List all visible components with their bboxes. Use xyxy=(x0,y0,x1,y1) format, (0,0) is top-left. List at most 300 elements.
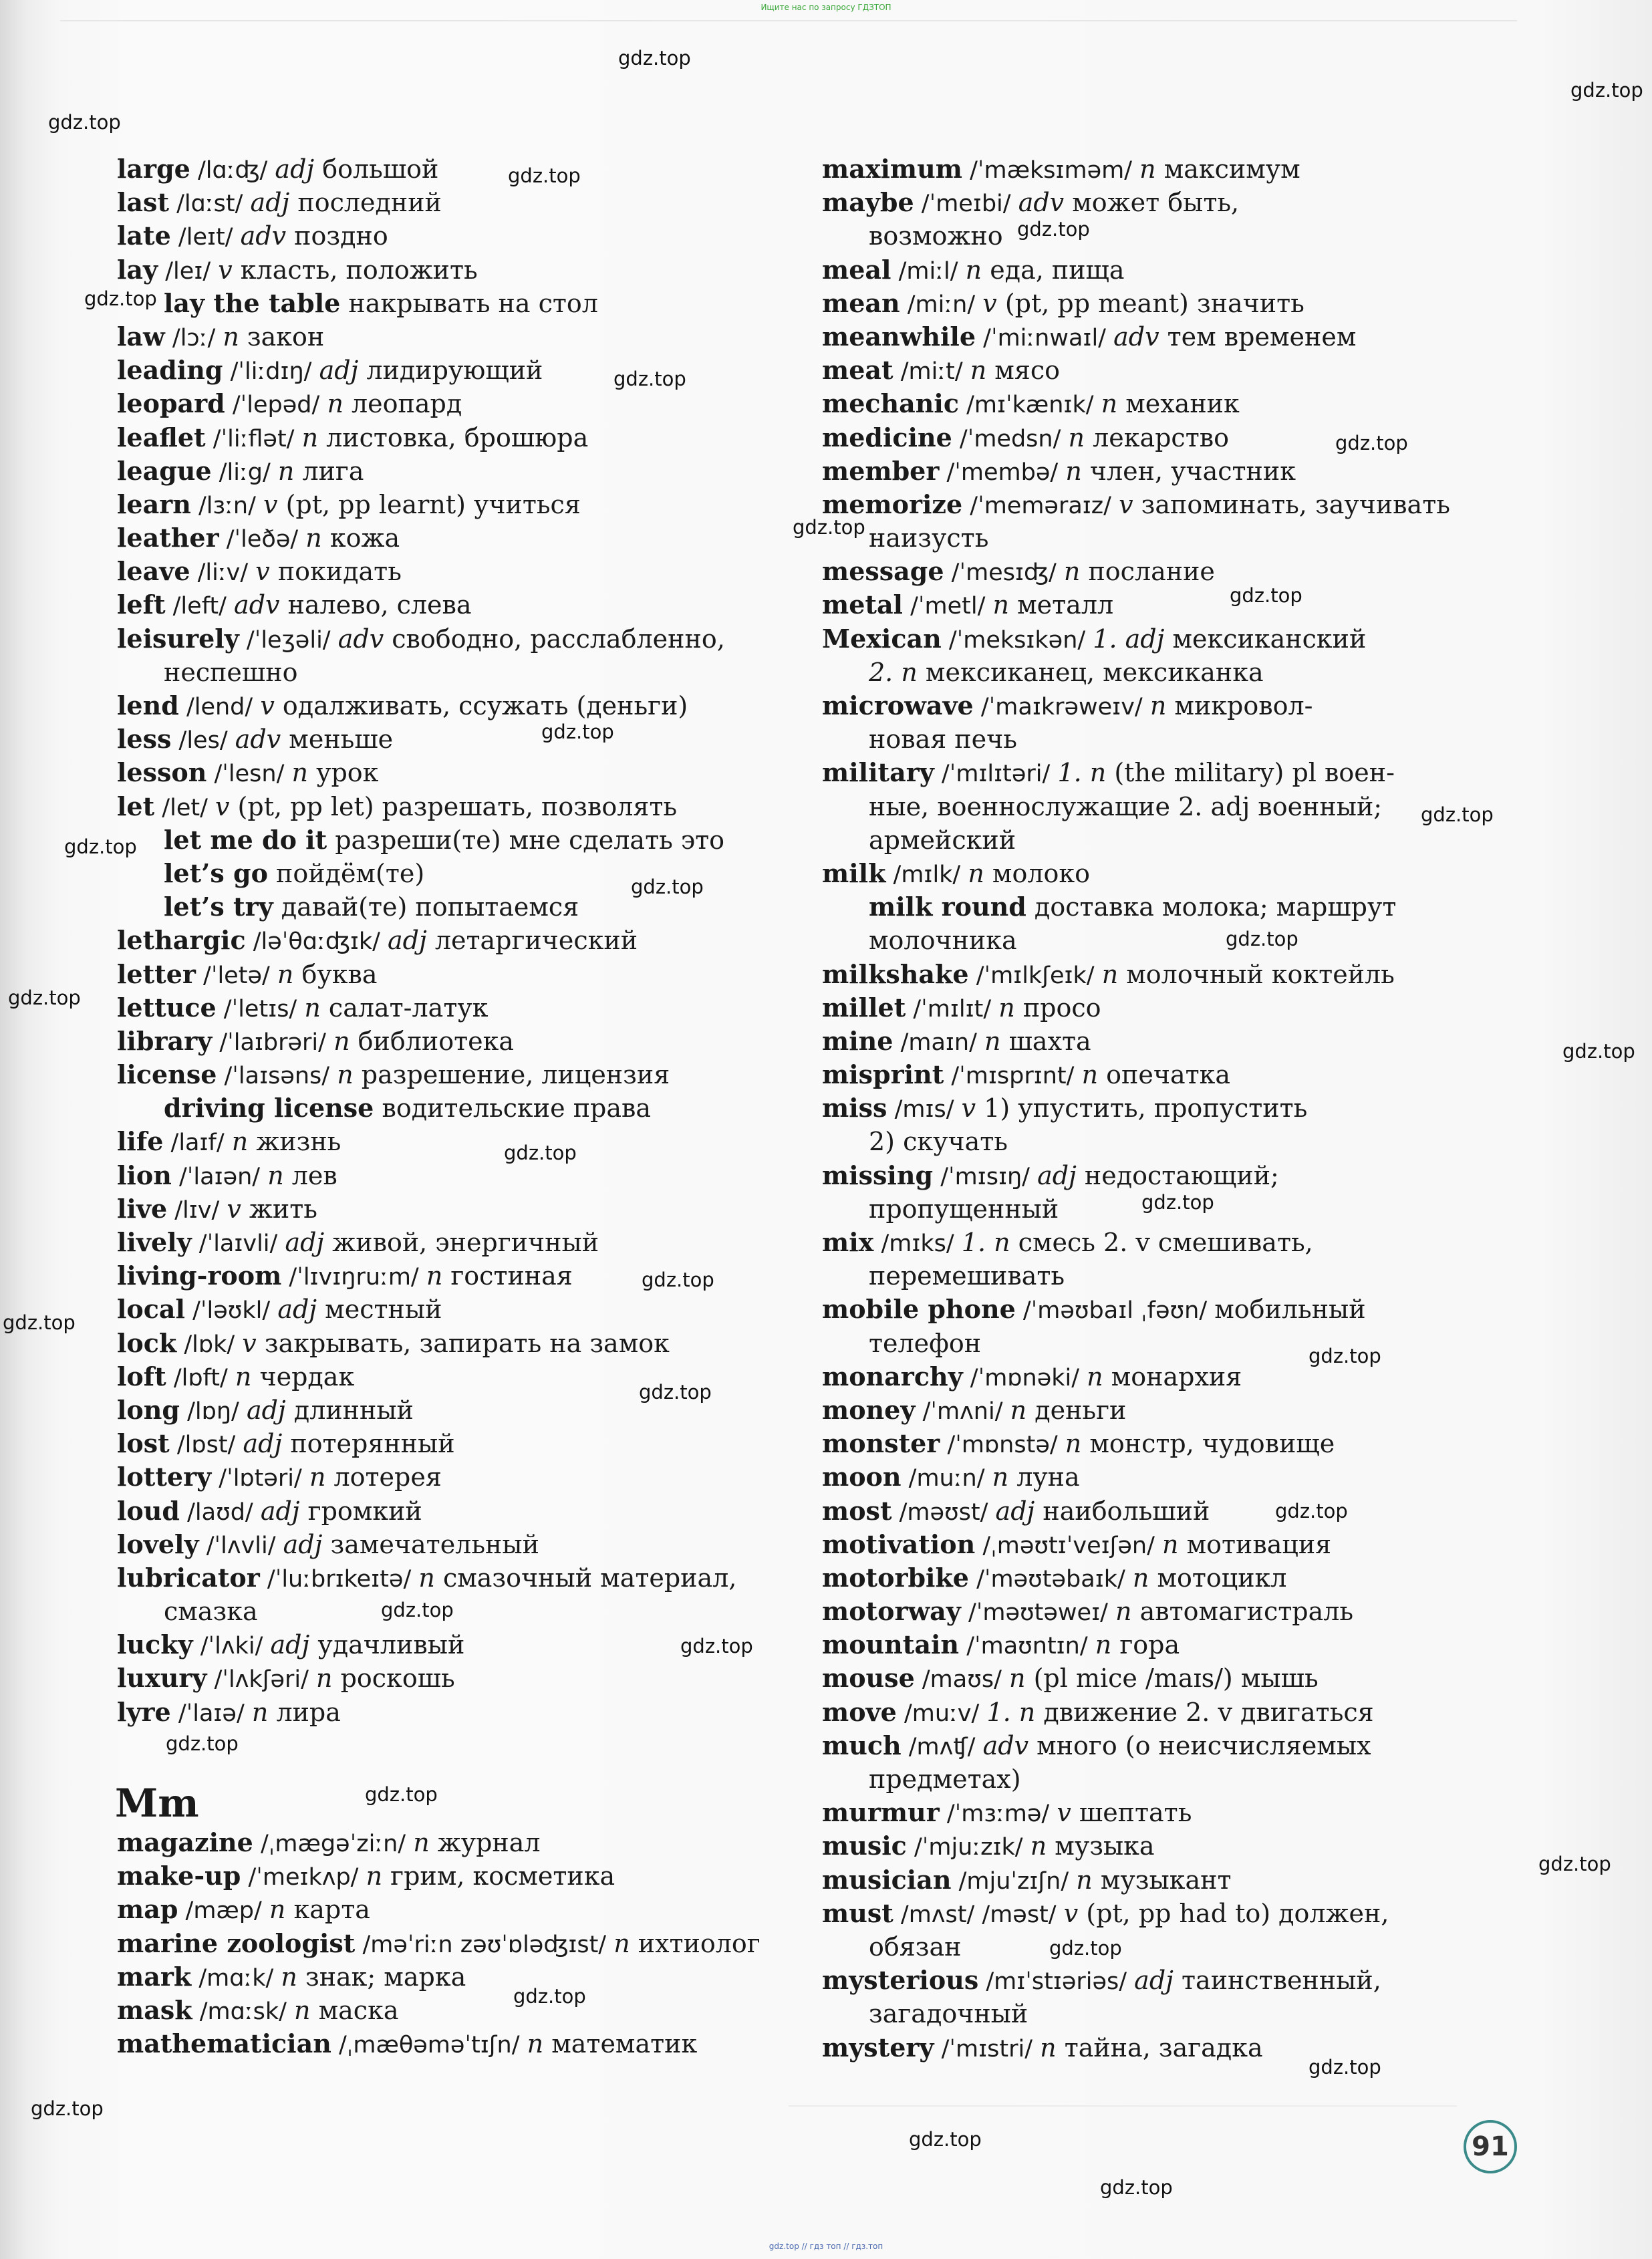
headword: lock xyxy=(117,1327,177,1358)
definition: (pt, pp had to) должен, xyxy=(1078,1898,1389,1928)
part-of-speech: v xyxy=(227,1194,241,1224)
dictionary-entry xyxy=(117,186,812,219)
dictionary-entry xyxy=(822,924,1517,957)
headword: millet xyxy=(822,992,906,1023)
headword: meat xyxy=(822,355,893,386)
definition: закон xyxy=(239,321,325,352)
part-of-speech: 1. adj xyxy=(1093,624,1165,654)
dictionary-entry xyxy=(822,387,1517,420)
part-of-speech: adj xyxy=(275,154,315,184)
part-of-speech: n xyxy=(613,1928,630,1958)
definition: обязан xyxy=(869,1932,962,1962)
transcription: /ˈlaɪvli/ xyxy=(191,1230,285,1257)
dictionary-entry xyxy=(117,2027,812,2061)
transcription: /mɪs/ xyxy=(887,1096,962,1123)
transcription: /lɪv/ xyxy=(167,1196,227,1224)
dictionary-entry xyxy=(117,1159,812,1192)
headword: musician xyxy=(822,1864,952,1895)
part-of-speech: n xyxy=(1010,1395,1027,1425)
part-of-speech: n xyxy=(426,1261,443,1291)
watermark: gdz.top xyxy=(3,1311,76,1334)
headword: maximum xyxy=(822,154,962,184)
part-of-speech: n xyxy=(267,1160,284,1190)
part-of-speech: n xyxy=(1009,1664,1026,1694)
headword: mysterious xyxy=(822,1965,979,1996)
dictionary-entry xyxy=(117,1662,812,1695)
dictionary-entry xyxy=(822,1528,1517,1561)
transcription: /ˈmembə/ xyxy=(939,458,1066,486)
dictionary-entry xyxy=(117,387,812,420)
headword: leading xyxy=(117,355,223,386)
dictionary-entry xyxy=(822,1930,1517,1964)
watermark: gdz.top xyxy=(1275,1500,1348,1522)
definition: молоко xyxy=(984,858,1091,888)
definition: леопард xyxy=(343,389,462,419)
part-of-speech: adj xyxy=(995,1496,1035,1526)
part-of-speech: adv xyxy=(240,221,287,251)
watermark: gdz.top xyxy=(365,1783,438,1806)
transcription: /lɒft/ xyxy=(166,1364,235,1391)
definition: луна xyxy=(1008,1462,1080,1492)
headword: let xyxy=(117,791,155,821)
definition: (pt, pp meant) значить xyxy=(996,288,1304,318)
dictionary-entry xyxy=(822,991,1517,1025)
watermark: gdz.top xyxy=(31,2097,104,2120)
headword: large xyxy=(117,154,190,184)
transcription: /maʊs/ xyxy=(914,1666,1009,1694)
transcription: /ˈluːbrɪkeɪtə/ xyxy=(259,1565,419,1593)
transcription: /ˈlʌkʃəri/ xyxy=(206,1666,317,1694)
headword: lubricator xyxy=(117,1562,260,1593)
headword: leather xyxy=(117,523,219,553)
definition: микровол- xyxy=(1166,691,1313,720)
dictionary-entry xyxy=(117,488,812,521)
transcription: /ˈlaɪə/ xyxy=(170,1700,252,1727)
transcription: /ˈmaʊntɪn/ xyxy=(959,1633,1095,1660)
dictionary-entry xyxy=(117,1927,812,1960)
definition: большой xyxy=(314,154,439,184)
part-of-speech: adj xyxy=(283,1529,323,1559)
definition: молочный коктейль xyxy=(1118,959,1395,989)
headword: miss xyxy=(822,1093,887,1123)
dictionary-entry xyxy=(117,219,812,253)
definition: одалживать, ссужать (деньги) xyxy=(274,691,688,720)
headword: lovely xyxy=(117,1529,199,1559)
definition: 1) упустить, пропустить xyxy=(976,1093,1308,1123)
part-of-speech: v xyxy=(242,1328,257,1358)
dictionary-entry xyxy=(117,1960,812,1994)
transcription: /ˈlɪvɪŋruːm/ xyxy=(281,1264,426,1291)
headword: lyre xyxy=(117,1696,171,1727)
part-of-speech: adj xyxy=(285,1228,325,1257)
definition: буква xyxy=(293,959,378,989)
part-of-speech: v xyxy=(215,791,230,821)
footer-note: gdz.top // гдз топ // гдз.топ xyxy=(769,2242,883,2251)
part-of-speech: n xyxy=(235,1361,252,1391)
dictionary-entry xyxy=(117,823,812,857)
part-of-speech: n xyxy=(1076,1865,1093,1895)
dictionary-entry xyxy=(117,1058,812,1091)
headword: memorize xyxy=(822,489,963,519)
part-of-speech: n xyxy=(992,590,1010,620)
part-of-speech: 1. n xyxy=(986,1697,1036,1727)
headword: mix xyxy=(822,1227,874,1257)
dictionary-entry xyxy=(117,1696,812,1729)
headword: monarchy xyxy=(822,1361,963,1391)
headword: misprint xyxy=(822,1059,944,1090)
headword: lucky xyxy=(117,1629,193,1660)
part-of-speech: n xyxy=(231,1127,249,1157)
part-of-speech: n xyxy=(1065,456,1082,486)
definition: молочника xyxy=(869,926,1017,956)
dictionary-entry xyxy=(822,421,1517,454)
part-of-speech: n xyxy=(984,1026,1001,1056)
definition: доставка молока; маршрут xyxy=(1026,892,1397,922)
part-of-speech: n xyxy=(527,2029,544,2059)
dictionary-entry xyxy=(822,1259,1517,1293)
transcription: /lɒk/ xyxy=(176,1331,243,1358)
definition: наизусть xyxy=(869,523,989,553)
transcription: /ˈmæksɪməm/ xyxy=(962,157,1140,184)
dictionary-entry xyxy=(822,857,1517,890)
definition: монстр, чудовище xyxy=(1081,1429,1335,1459)
bleed-through xyxy=(789,2105,1457,2167)
definition: роскошь xyxy=(332,1664,455,1694)
dictionary-entry xyxy=(117,890,812,924)
definition: лига xyxy=(294,456,364,486)
transcription: /ˈmeksɪkən/ xyxy=(941,626,1093,654)
watermark: gdz.top xyxy=(618,47,691,70)
definition: шептать xyxy=(1071,1798,1192,1828)
dictionary-entry xyxy=(117,354,812,387)
definition: меньше xyxy=(281,724,394,755)
definition: металл xyxy=(1009,590,1114,620)
headword: lay the table xyxy=(164,287,341,318)
part-of-speech: n xyxy=(1065,1429,1082,1459)
definition: летаргический xyxy=(426,926,638,956)
definition: пойдём(те) xyxy=(267,858,425,888)
part-of-speech: n xyxy=(316,1664,333,1694)
definition: ихтиолог xyxy=(630,1928,761,1958)
watermark: gdz.top xyxy=(166,1732,239,1755)
definition: автомагистраль xyxy=(1131,1597,1354,1627)
part-of-speech: n xyxy=(1149,691,1167,720)
dictionary-entry xyxy=(822,354,1517,387)
part-of-speech: v xyxy=(1119,489,1133,519)
watermark: gdz.top xyxy=(1230,584,1302,607)
dictionary-entry xyxy=(822,2031,1517,2065)
part-of-speech: adj xyxy=(250,188,290,218)
transcription: /lɒŋ/ xyxy=(179,1398,247,1425)
definition: еда, пища xyxy=(982,255,1125,285)
definition: мексиканский xyxy=(1164,624,1367,654)
dictionary-entry xyxy=(822,1025,1517,1058)
watermark: gdz.top xyxy=(513,1985,586,2008)
dictionary-entry xyxy=(822,1997,1517,2030)
headword: mark xyxy=(117,1961,192,1992)
headword: license xyxy=(117,1059,217,1090)
headword: lay xyxy=(117,254,158,285)
dictionary-entry xyxy=(117,1091,812,1125)
headword: motorbike xyxy=(822,1562,969,1593)
headword: milk round xyxy=(869,892,1026,922)
headword: motorway xyxy=(822,1596,961,1627)
dictionary-entry xyxy=(822,689,1517,722)
watermark: gdz.top xyxy=(48,111,121,134)
headword: driving license xyxy=(164,1093,374,1123)
headword: mountain xyxy=(822,1629,960,1660)
definition: поздно xyxy=(286,221,388,251)
dictionary-entry xyxy=(822,320,1517,354)
headword: murmur xyxy=(822,1797,940,1828)
dictionary-entry xyxy=(117,1327,812,1360)
definition: музыкант xyxy=(1092,1865,1232,1895)
watermark: gdz.top xyxy=(1100,2176,1173,2199)
transcription: /miːn/ xyxy=(900,291,983,318)
part-of-speech: n xyxy=(418,1563,435,1593)
definition: грим, косметика xyxy=(382,1861,615,1891)
dictionary-entry xyxy=(117,722,812,756)
headword: medicine xyxy=(822,422,952,452)
transcription: /leɪt/ xyxy=(170,224,241,251)
transcription: /mɑːsk/ xyxy=(192,1998,295,2025)
transcription: /mɑːk/ xyxy=(191,1964,281,1992)
transcription: /lɑːst/ xyxy=(169,190,251,218)
definition: загадочный xyxy=(869,1999,1028,2029)
headword: missing xyxy=(822,1160,934,1190)
part-of-speech: v xyxy=(1057,1798,1071,1828)
transcription: /ˈlʌki/ xyxy=(192,1633,271,1660)
part-of-speech: n xyxy=(968,858,984,888)
definition: знак; марка xyxy=(297,1962,466,1992)
dictionary-entry xyxy=(822,253,1517,287)
transcription: /les/ xyxy=(171,727,235,755)
watermark: gdz.top xyxy=(84,287,157,310)
dictionary-entry xyxy=(822,890,1517,924)
definition: таинственный, xyxy=(1173,1966,1381,1996)
definition: последний xyxy=(289,188,442,218)
definition: 2) скучать xyxy=(869,1127,1008,1157)
dictionary-entry xyxy=(117,287,812,320)
headword: loft xyxy=(117,1361,166,1391)
part-of-speech: n xyxy=(965,255,982,285)
dictionary-entry xyxy=(117,1826,812,1859)
part-of-speech: n xyxy=(1101,389,1118,419)
part-of-speech: adv xyxy=(982,1730,1029,1760)
transcription: /ˈməʊtəweɪ/ xyxy=(960,1599,1116,1627)
headword: letter xyxy=(117,958,196,989)
part-of-speech: n xyxy=(333,1026,350,1056)
transcription: /ˈliːdɪŋ/ xyxy=(223,358,319,386)
part-of-speech: n xyxy=(337,1060,354,1090)
definition: предметах) xyxy=(869,1764,1021,1794)
section-letter: Mm xyxy=(115,1780,199,1826)
headword: league xyxy=(117,455,212,486)
part-of-speech: n xyxy=(1030,1831,1047,1861)
dictionary-entry xyxy=(117,454,812,488)
part-of-speech: n xyxy=(1081,1060,1099,1090)
headword: magazine xyxy=(117,1827,253,1857)
dictionary-entry xyxy=(822,722,1517,756)
dictionary-entry xyxy=(117,320,812,354)
part-of-speech: n xyxy=(1087,1361,1103,1391)
header-note: Ищите нас по запросу ГДЗТОП xyxy=(761,3,891,12)
definition: запоминать, заучивать xyxy=(1133,489,1450,519)
dictionary-entry xyxy=(822,454,1517,488)
watermark: gdz.top xyxy=(1226,928,1298,950)
transcription: /ˈlʌvli/ xyxy=(198,1532,283,1559)
part-of-speech: n xyxy=(301,422,319,452)
dictionary-entry xyxy=(822,1595,1517,1628)
dictionary-entry xyxy=(117,1595,812,1628)
part-of-speech: v xyxy=(982,288,997,318)
part-of-speech: n xyxy=(992,1462,1009,1492)
headword: monster xyxy=(822,1428,940,1459)
part-of-speech: n xyxy=(269,1895,286,1925)
dictionary-entry xyxy=(117,421,812,454)
headword: motivation xyxy=(822,1529,976,1559)
dictionary-entry xyxy=(822,1796,1517,1829)
transcription: /muːn/ xyxy=(901,1465,992,1492)
dictionary-entry xyxy=(117,1859,812,1893)
part-of-speech: adj xyxy=(243,1429,283,1459)
dictionary-entry xyxy=(822,756,1517,789)
right-column xyxy=(822,152,1517,2065)
headword: member xyxy=(822,455,940,486)
definition: лотерея xyxy=(325,1462,442,1492)
definition: мясо xyxy=(986,356,1060,386)
dictionary-entry xyxy=(822,1863,1517,1897)
definition: покидать xyxy=(269,557,402,587)
watermark: gdz.top xyxy=(1538,1853,1611,1875)
dictionary-entry xyxy=(822,823,1517,857)
dictionary-entry xyxy=(117,790,812,823)
transcription: /lend/ xyxy=(178,694,261,720)
headword: long xyxy=(117,1394,180,1425)
headword: lettuce xyxy=(117,992,217,1023)
transcription: /məʊst/ xyxy=(891,1498,996,1526)
part-of-speech: n xyxy=(1132,1563,1149,1593)
definition: длинный xyxy=(285,1395,414,1425)
part-of-speech: n xyxy=(277,456,295,486)
definition: разреши(те) мне сделать это xyxy=(327,825,725,855)
dictionary-entry xyxy=(117,1994,812,2027)
headword: living-room xyxy=(117,1260,282,1291)
headword: mobile phone xyxy=(822,1294,1016,1325)
transcription: /mæp/ xyxy=(178,1897,269,1925)
headword: late xyxy=(117,221,171,251)
dictionary-entry xyxy=(822,1662,1517,1695)
dictionary-entry xyxy=(822,1226,1517,1259)
definition: громкий xyxy=(299,1496,422,1526)
dictionary-entry xyxy=(822,622,1517,656)
transcription: /ˈmɪlɪt/ xyxy=(906,995,999,1023)
definition: разрешение, лицензия xyxy=(353,1060,670,1090)
headword: leisurely xyxy=(117,623,239,654)
definition: смазка xyxy=(164,1597,258,1627)
part-of-speech: n xyxy=(413,1828,430,1857)
definition: неспешно xyxy=(164,657,298,687)
definition: кожа xyxy=(321,523,400,553)
definition: (pl mice /maɪs/) мышь xyxy=(1025,1664,1319,1694)
dictionary-entry xyxy=(822,1393,1517,1427)
transcription: /mʌʧ/ xyxy=(901,1733,983,1760)
dictionary-entry xyxy=(117,857,812,890)
headword: must xyxy=(822,1897,893,1928)
transcription: /lɒst/ xyxy=(169,1432,243,1459)
definition: налево, слева xyxy=(279,590,472,620)
dictionary-entry xyxy=(117,253,812,287)
dictionary-entry xyxy=(822,1360,1517,1393)
watermark: gdz.top xyxy=(639,1381,712,1404)
transcription: /left/ xyxy=(165,593,235,620)
part-of-speech: n xyxy=(1068,422,1085,452)
headword: let’s try xyxy=(164,892,273,922)
transcription: /ˈmjuːzɪk/ xyxy=(906,1834,1030,1861)
transcription: /miːt/ xyxy=(893,358,970,386)
dictionary-entry xyxy=(822,555,1517,588)
headword: lottery xyxy=(117,1462,212,1492)
headword: moon xyxy=(822,1462,902,1492)
headword: library xyxy=(117,1025,213,1056)
dictionary-entry xyxy=(822,790,1517,823)
headword: mathematician xyxy=(117,2028,331,2059)
transcription: /ˌmægəˈziːn/ xyxy=(253,1831,414,1857)
definition: смазочный материал, xyxy=(434,1563,737,1593)
definition: новая печь xyxy=(869,724,1017,755)
headword: mean xyxy=(822,287,900,318)
part-of-speech: adj xyxy=(260,1496,300,1526)
headword: law xyxy=(117,321,165,352)
transcription: /mɪˈkænɪk/ xyxy=(958,392,1101,419)
transcription: /liːg/ xyxy=(211,458,278,486)
headword: map xyxy=(117,1894,178,1925)
transcription: /mjuˈzɪʃn/ xyxy=(951,1867,1077,1895)
headword: much xyxy=(822,1730,902,1760)
headword: marine zoologist xyxy=(117,1928,356,1958)
headword: lesson xyxy=(117,757,207,788)
definition: смесь 2. v смешивать, xyxy=(1010,1228,1313,1257)
transcription: /ˈlɒtəri/ xyxy=(211,1465,309,1492)
headword: last xyxy=(117,187,170,218)
definition: движение 2. v двигаться xyxy=(1035,1697,1374,1727)
transcription: /lɔː/ xyxy=(164,324,223,352)
definition: жизнь xyxy=(248,1127,341,1157)
definition: лекарство xyxy=(1084,422,1229,452)
headword: mystery xyxy=(822,2032,934,2063)
headword: lion xyxy=(117,1160,172,1190)
headword: most xyxy=(822,1495,892,1526)
headword: milkshake xyxy=(822,958,969,989)
dictionary-entry xyxy=(117,1226,812,1259)
part-of-speech: n xyxy=(277,959,294,989)
definition: может быть, xyxy=(1064,188,1240,218)
watermark: gdz.top xyxy=(1309,2056,1381,2079)
dictionary-entry xyxy=(822,1058,1517,1091)
part-of-speech: adv xyxy=(337,624,384,654)
transcription: /ˈmɒnstə/ xyxy=(940,1432,1065,1459)
transcription: /ˈmɪsɪŋ/ xyxy=(933,1163,1038,1190)
transcription: /ˈmeɪkʌp/ xyxy=(241,1864,366,1891)
dictionary-entry xyxy=(822,1829,1517,1863)
definition: карта xyxy=(285,1895,370,1925)
headword: metal xyxy=(822,589,903,620)
dictionary-entry xyxy=(117,958,812,991)
definition: мобильный xyxy=(1214,1295,1366,1325)
transcription: /ˈlaɪbrəri/ xyxy=(212,1029,334,1056)
transcription: /məˈriːn zəʊˈɒləʤɪst/ xyxy=(355,1931,614,1958)
transcription: /lɜːn/ xyxy=(190,492,264,519)
